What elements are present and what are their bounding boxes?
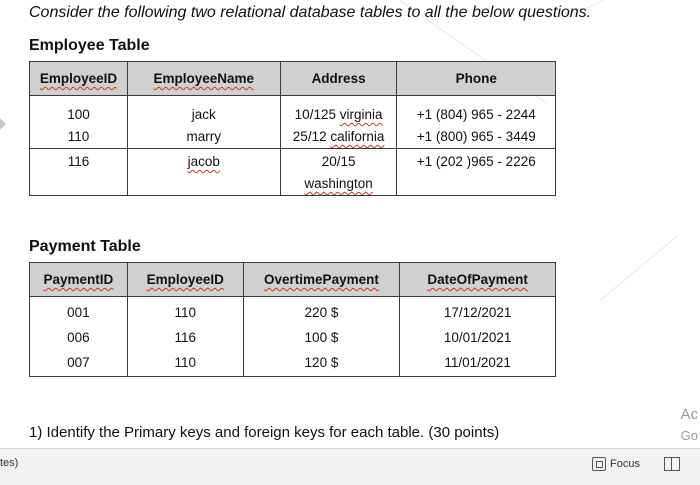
background-line bbox=[600, 236, 677, 301]
employee-table bbox=[29, 61, 556, 196]
question-text: 1) Identify the Primary keys and foreign keys for each table. (30 points) bbox=[29, 424, 500, 441]
table-cell: 220 $ 100 $ 120 $ bbox=[243, 297, 400, 377]
intro-text: Consider the following two relational database tables to all the below questions. bbox=[29, 4, 592, 21]
employee-table-title: Employee Table bbox=[29, 37, 150, 54]
status-text: tes) bbox=[0, 457, 19, 469]
employee-header-row bbox=[30, 62, 556, 96]
column-header: PaymentID bbox=[30, 263, 128, 297]
column-header: EmployeeID bbox=[127, 263, 243, 297]
table-cell: 20/15 washington bbox=[280, 149, 397, 196]
margin-marker bbox=[0, 118, 6, 130]
table-cell: 100 110 bbox=[30, 96, 128, 149]
table-cell: 10/125 virginia 25/12 california bbox=[280, 96, 397, 149]
table-cell: +1 (804) 965 - 2244 +1 (800) 965 - 3449 bbox=[397, 96, 556, 149]
table-cell: 17/12/2021 10/01/2021 11/01/2021 bbox=[400, 297, 556, 377]
side-text-bottom: Go bbox=[680, 428, 698, 443]
column-header: EmployeeName bbox=[127, 62, 280, 96]
table-row bbox=[30, 149, 556, 196]
focus-label: Focus bbox=[610, 458, 640, 470]
focus-button[interactable] bbox=[592, 457, 640, 471]
table-row bbox=[30, 297, 556, 377]
read-mode-icon[interactable] bbox=[664, 457, 680, 471]
table-cell: 116 bbox=[30, 149, 128, 196]
column-header: Phone bbox=[397, 62, 556, 96]
table-row bbox=[30, 96, 556, 149]
table-cell: +1 (202 )965 - 2226 bbox=[397, 149, 556, 196]
column-header: Address bbox=[280, 62, 397, 96]
side-text-top: Ac bbox=[680, 406, 698, 423]
status-bar bbox=[0, 448, 700, 485]
payment-table-title: Payment Table bbox=[29, 238, 141, 255]
focus-icon bbox=[592, 457, 606, 471]
payment-table bbox=[29, 262, 556, 377]
table-cell: 001 006 007 bbox=[30, 297, 128, 377]
column-header: OvertimePayment bbox=[243, 263, 400, 297]
payment-header-row bbox=[30, 263, 556, 297]
table-cell: jacob bbox=[127, 149, 280, 196]
table-cell: jack marry bbox=[127, 96, 280, 149]
column-header: DateOfPayment bbox=[400, 263, 556, 297]
column-header: EmployeeID bbox=[30, 62, 128, 96]
table-cell: 110 116 110 bbox=[127, 297, 243, 377]
